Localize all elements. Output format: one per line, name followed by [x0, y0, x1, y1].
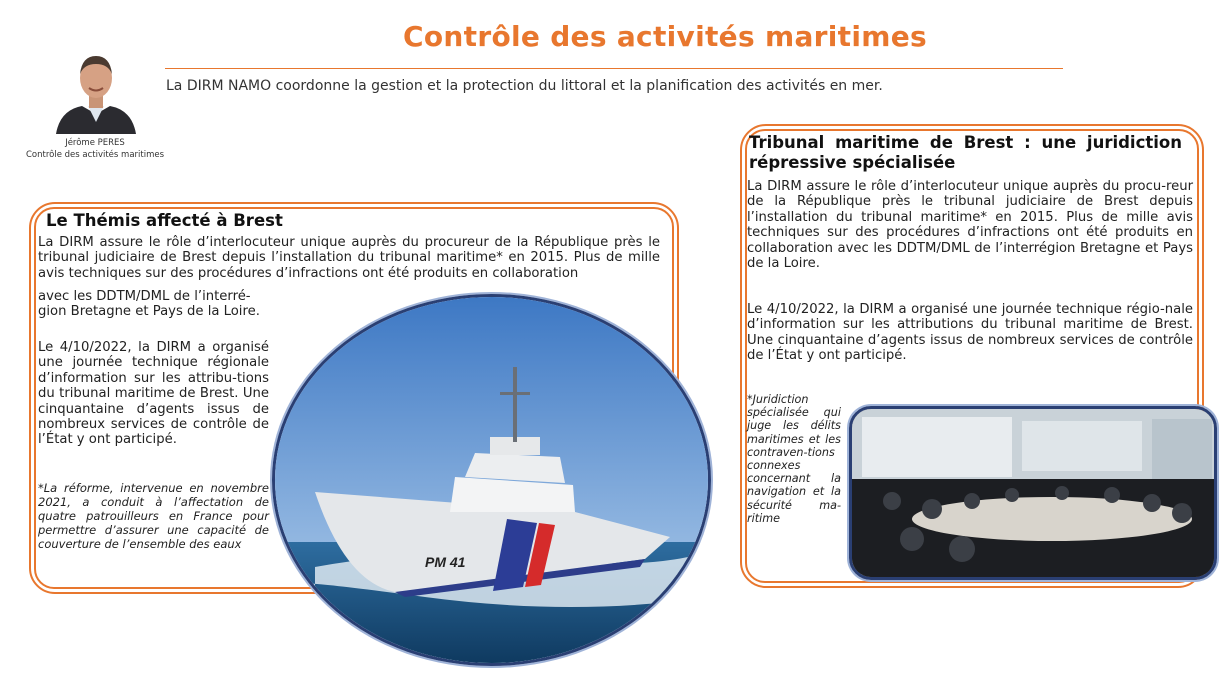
ship-hull-label: PM 41 [425, 554, 466, 570]
title-divider [165, 68, 1063, 69]
page-title: Contrôle des activités maritimes [403, 20, 927, 53]
themis-paragraph-2: Le 4/10/2022, la DIRM a organisé une journée technique régionale d’information sur les attribu-tions du tribunal maritime de Brest. Une cinquantaine d’agents issus de nombreux services de contrôle de l’État y ont participé. [38, 340, 269, 448]
person-caption [20, 137, 170, 161]
meeting-illustration [852, 409, 1214, 577]
tribunal-paragraph-2: Le 4/10/2022, la DIRM a organisé une journée technique régio-nale d’information sur les attributions du tribunal maritime de Brest. Une cinquantaine d’agents issus de nombreux services de contrôle de l’État y ont participé. [747, 302, 1193, 364]
tribunal-paragraph-1: La DIRM assure le rôle d’interlocuteur unique auprès du procu-reur de la République près le tribunal judiciaire de Brest depuis l’installation du tribunal maritime* en 2015. Plus de mille avis techniques sur des procédures d’infractions ont été produits en collaboration avec les DDTM/DML de l’interrégion Bretagne et Pays de la Loire. [747, 179, 1193, 272]
meeting-room-photo [849, 406, 1217, 580]
themis-note: *La réforme, intervenue en novembre 2021, a conduit à l’affectation de quatre patrouilleurs en France pour permettre d’assurer une capacité de couverture de l’ensemble des eaux [38, 481, 269, 551]
patrol-ship-photo [272, 294, 711, 666]
person-name: Jérôme PERES [65, 138, 125, 148]
tribunal-note: *Juridiction spécialisée qui juge les délits maritimes et les contraven-tions connexes concernant la navigation et la sécurité ma-ritime [747, 393, 841, 525]
themis-heading: Le Thémis affecté à Brest [46, 211, 283, 230]
person-role: Contrôle des activités maritimes [25, 150, 165, 160]
themis-paragraph-1-end: avec les DDTM/DML de l’interré-gion Bretagne et Pays de la Loire. [38, 289, 260, 320]
ship-illustration [275, 297, 708, 663]
tribunal-heading: Tribunal maritime de Brest : une juridiction répressive spécialisée [749, 133, 1182, 172]
themis-paragraph-1: La DIRM assure le rôle d’interlocuteur unique auprès du procureur de la République près le tribunal judiciaire de Brest depuis l’installation du tribunal maritime* en 2015. Plus de mille avis techniques sur des procédures d’infractions ont été produits en collaboration [38, 235, 660, 281]
intro-text: La DIRM NAMO coordonne la gestion et la protection du littoral et la planification des activités en mer. [166, 78, 883, 94]
person-illustration [52, 48, 140, 134]
portrait-photo [52, 48, 140, 134]
